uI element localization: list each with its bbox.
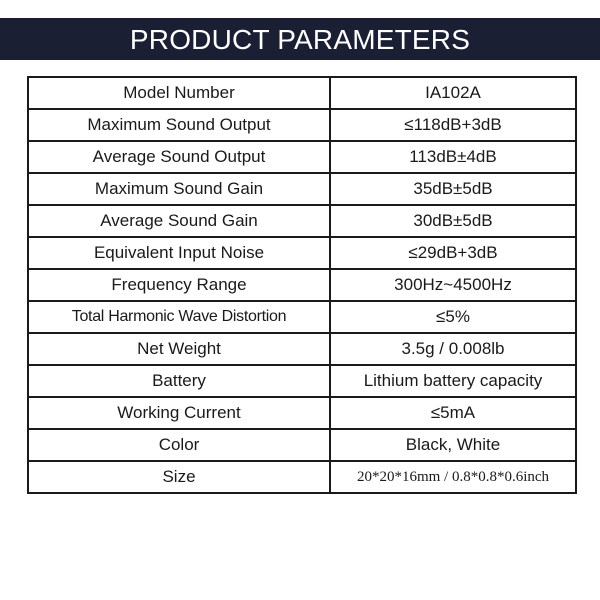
parameter-label: Color	[28, 429, 330, 461]
parameter-label: Size	[28, 461, 330, 493]
table-row	[28, 269, 576, 301]
parameter-value: 113dB±4dB	[330, 141, 576, 173]
parameter-value: ≤5%	[330, 301, 576, 333]
parameter-value: IA102A	[330, 77, 576, 109]
parameter-label: Model Number	[28, 77, 330, 109]
table-row	[28, 365, 576, 397]
table-row	[28, 429, 576, 461]
parameter-value: 35dB±5dB	[330, 173, 576, 205]
parameter-value: ≤29dB+3dB	[330, 237, 576, 269]
parameter-value: ≤118dB+3dB	[330, 109, 576, 141]
table-row	[28, 109, 576, 141]
parameter-value: 30dB±5dB	[330, 205, 576, 237]
parameter-label: Working Current	[28, 397, 330, 429]
parameter-label: Maximum Sound Gain	[28, 173, 330, 205]
parameter-label: Net Weight	[28, 333, 330, 365]
parameter-value: Lithium battery capacity	[330, 365, 576, 397]
parameter-label: Average Sound Gain	[28, 205, 330, 237]
table-row	[28, 397, 576, 429]
table-row	[28, 301, 576, 333]
parameter-label: Maximum Sound Output	[28, 109, 330, 141]
table-row	[28, 141, 576, 173]
parameter-label: Battery	[28, 365, 330, 397]
parameter-value: Black, White	[330, 429, 576, 461]
title-banner	[0, 18, 600, 60]
parameters-table	[27, 76, 577, 494]
table-row	[28, 333, 576, 365]
table-row	[28, 173, 576, 205]
table-row	[28, 461, 576, 493]
parameter-label: Total Harmonic Wave Distortion	[28, 301, 330, 333]
table-row	[28, 205, 576, 237]
table-row	[28, 237, 576, 269]
page-title: PRODUCT PARAMETERS	[129, 24, 471, 55]
parameter-label: Frequency Range	[28, 269, 330, 301]
parameter-value: 300Hz~4500Hz	[330, 269, 576, 301]
parameter-value: 20*20*16mm / 0.8*0.8*0.6inch	[330, 461, 576, 493]
parameter-value: 3.5g / 0.008lb	[330, 333, 576, 365]
parameter-value: ≤5mA	[330, 397, 576, 429]
parameter-label: Average Sound Output	[28, 141, 330, 173]
parameter-label: Equivalent Input Noise	[28, 237, 330, 269]
table-row	[28, 77, 576, 109]
